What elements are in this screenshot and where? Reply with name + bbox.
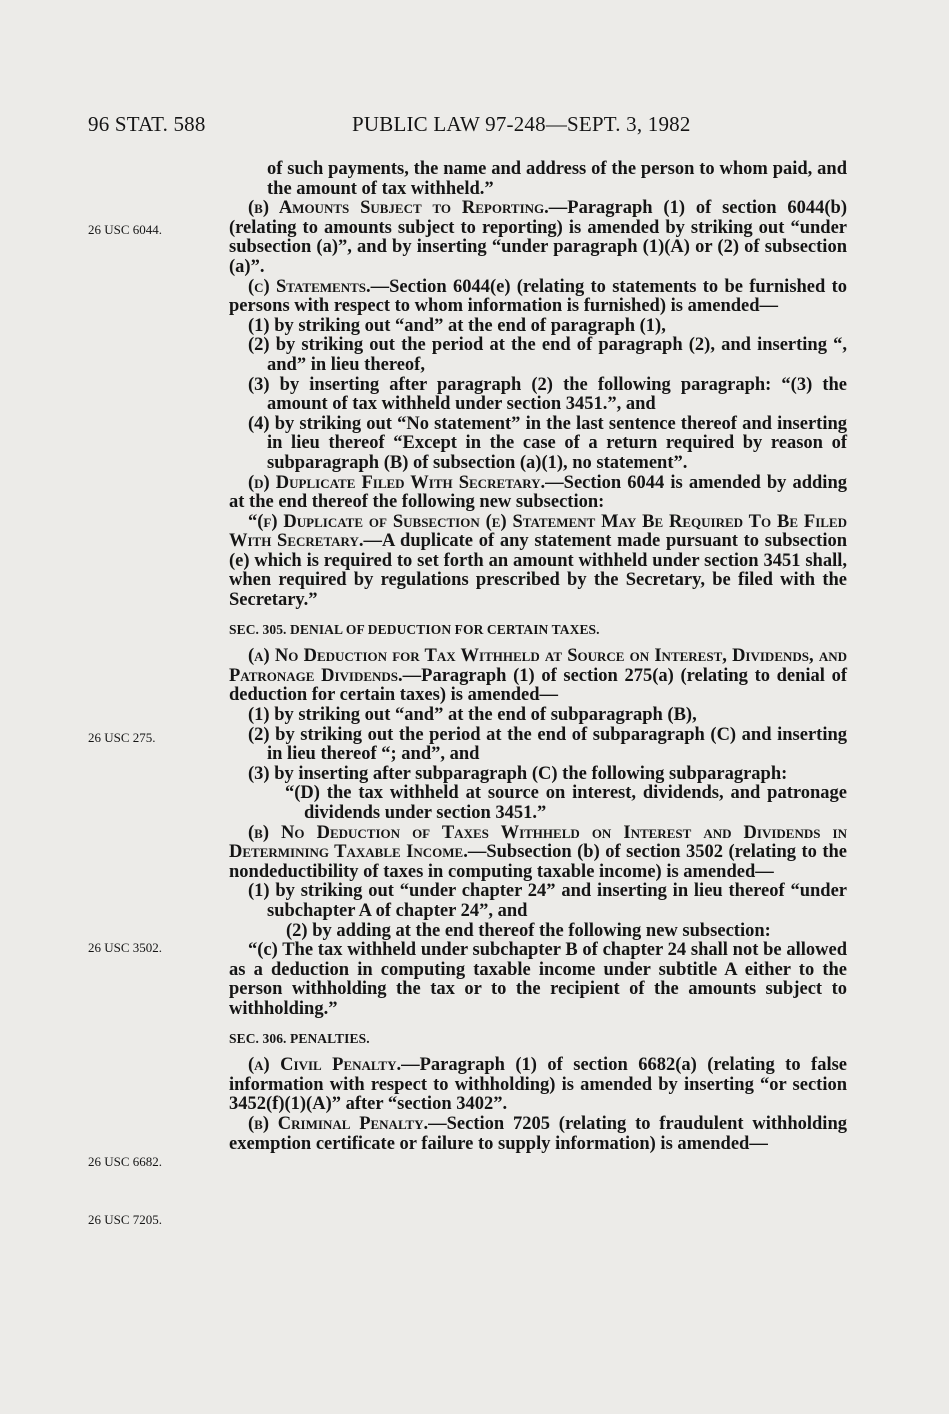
paragraph-a306: (a) Civil Penalty.—Paragraph (1) of section 6682(a) (relating to false information with respect to withholding) is amended by inserting “or section 3452(f)(1)(A)” after “section 3402”. xyxy=(229,1055,848,1115)
clause: (2) by striking out the period at the end of subparagraph (C) and inserting in lieu thereof “; and”, and xyxy=(248,724,847,765)
margin-note: 26 USC 3502. xyxy=(88,940,163,955)
margin-note: 26 USC 6044. xyxy=(88,222,163,237)
paragraph-b305: (b) No Deduction of Taxes Withheld on Interest and Dividends in Determining Taxable Income.—Subsection (b) of section 3502 (relating to the nondeductibility of taxes in computing taxable income) is amended— xyxy=(229,822,848,882)
section-heading: SEC. 305. DENIAL OF DEDUCTION FOR CERTAIN TAXES. xyxy=(229,621,600,637)
clause: (1) by striking out “and” at the end of subparagraph (B), xyxy=(248,705,697,726)
running-header: PUBLIC LAW 97-248—SEPT. 3, 1982 xyxy=(352,112,691,136)
clause: (3) by inserting after paragraph (2) the following paragraph: “(3) the amount of tax withheld under section 3451.”, and xyxy=(248,374,847,415)
clause: (2) by striking out the period at the end of paragraph (2), and inserting “, and” in lieu thereof, xyxy=(248,335,847,375)
clause: “(c) The tax withheld under subchapter B of chapter 24 shall not be allowed as a deduction in computing taxable income under subtitle A either to the person withholding the tax or to the recipient of the amounts subject to withholding.” xyxy=(229,940,847,1019)
clause: (1) by striking out “and” at the end of paragraph (1), xyxy=(248,315,666,336)
paragraph-d: (d) Duplicate Filed With Secretary.—Section 6044 is amended by adding at the end thereof the following new subsection: xyxy=(229,472,847,513)
section-heading: SEC. 306. PENALTIES. xyxy=(229,1030,370,1046)
paragraph-c: (c) Statements.—Section 6044(e) (relating to statements to be furnished to persons with respect to whom information is furnished) is amended— xyxy=(229,276,847,317)
clause: (4) by striking out “No statement” in the last sentence thereof and inserting in lieu thereof “Except in the case of a return required by reason of subparagraph (B) of subsection (a)(1), no statement”. xyxy=(248,413,847,473)
body-text xyxy=(229,160,847,1154)
paragraph-b306: (b) Criminal Penalty.—Section 7205 (relating to fraudulent withholding exemption certificate or failure to supply information) is amended— xyxy=(229,1113,847,1154)
clause: (3) by inserting after subparagraph (C) the following subparagraph: xyxy=(248,763,788,784)
margin-note: 26 USC 6682. xyxy=(88,1154,163,1169)
statute-page-ref: 96 STAT. 588 xyxy=(88,112,206,136)
paragraph-a305: (a) No Deduction for Tax Withheld at Source on Interest, Dividends, and Patronage Dividends.—Paragraph (1) of section 275(a) (relating to denial of deduction for certain taxes) is amended— xyxy=(229,646,847,706)
margin-note: 26 USC 7205. xyxy=(88,1212,163,1227)
clause: (1) by striking out “under chapter 24” and inserting in lieu thereof “under subchapter A of chapter 24”, and xyxy=(248,881,847,921)
clause: (2) by adding at the end thereof the following new subsection: xyxy=(286,920,771,941)
paragraph: of such payments, the name and address of the person to whom paid, and the amount of tax withheld.” xyxy=(267,159,847,199)
paragraph-f: “(f) Duplicate of Subsection (e) Statement May Be Required To Be Filed With Secretary.—A duplicate of any statement made pursuant to subsection (e) which is required to set forth an amount withheld under section 3451 shall, when required by regulations prescribed by the Secretary, be filed with the Secretary.” xyxy=(229,511,847,611)
clause: “(D) the tax withheld at source on interest, dividends, and patronage dividends under section 3451.” xyxy=(285,783,847,823)
paragraph-b: (b) Amounts Subject to Reporting.—Paragraph (1) of section 6044(b) (relating to amounts subject to reporting) is amended by striking out “under subsection (a)”, and by inserting “under paragraph (1)(A) or (2) of subsection (a)”. xyxy=(229,198,847,277)
margin-note: 26 USC 275. xyxy=(88,730,156,745)
